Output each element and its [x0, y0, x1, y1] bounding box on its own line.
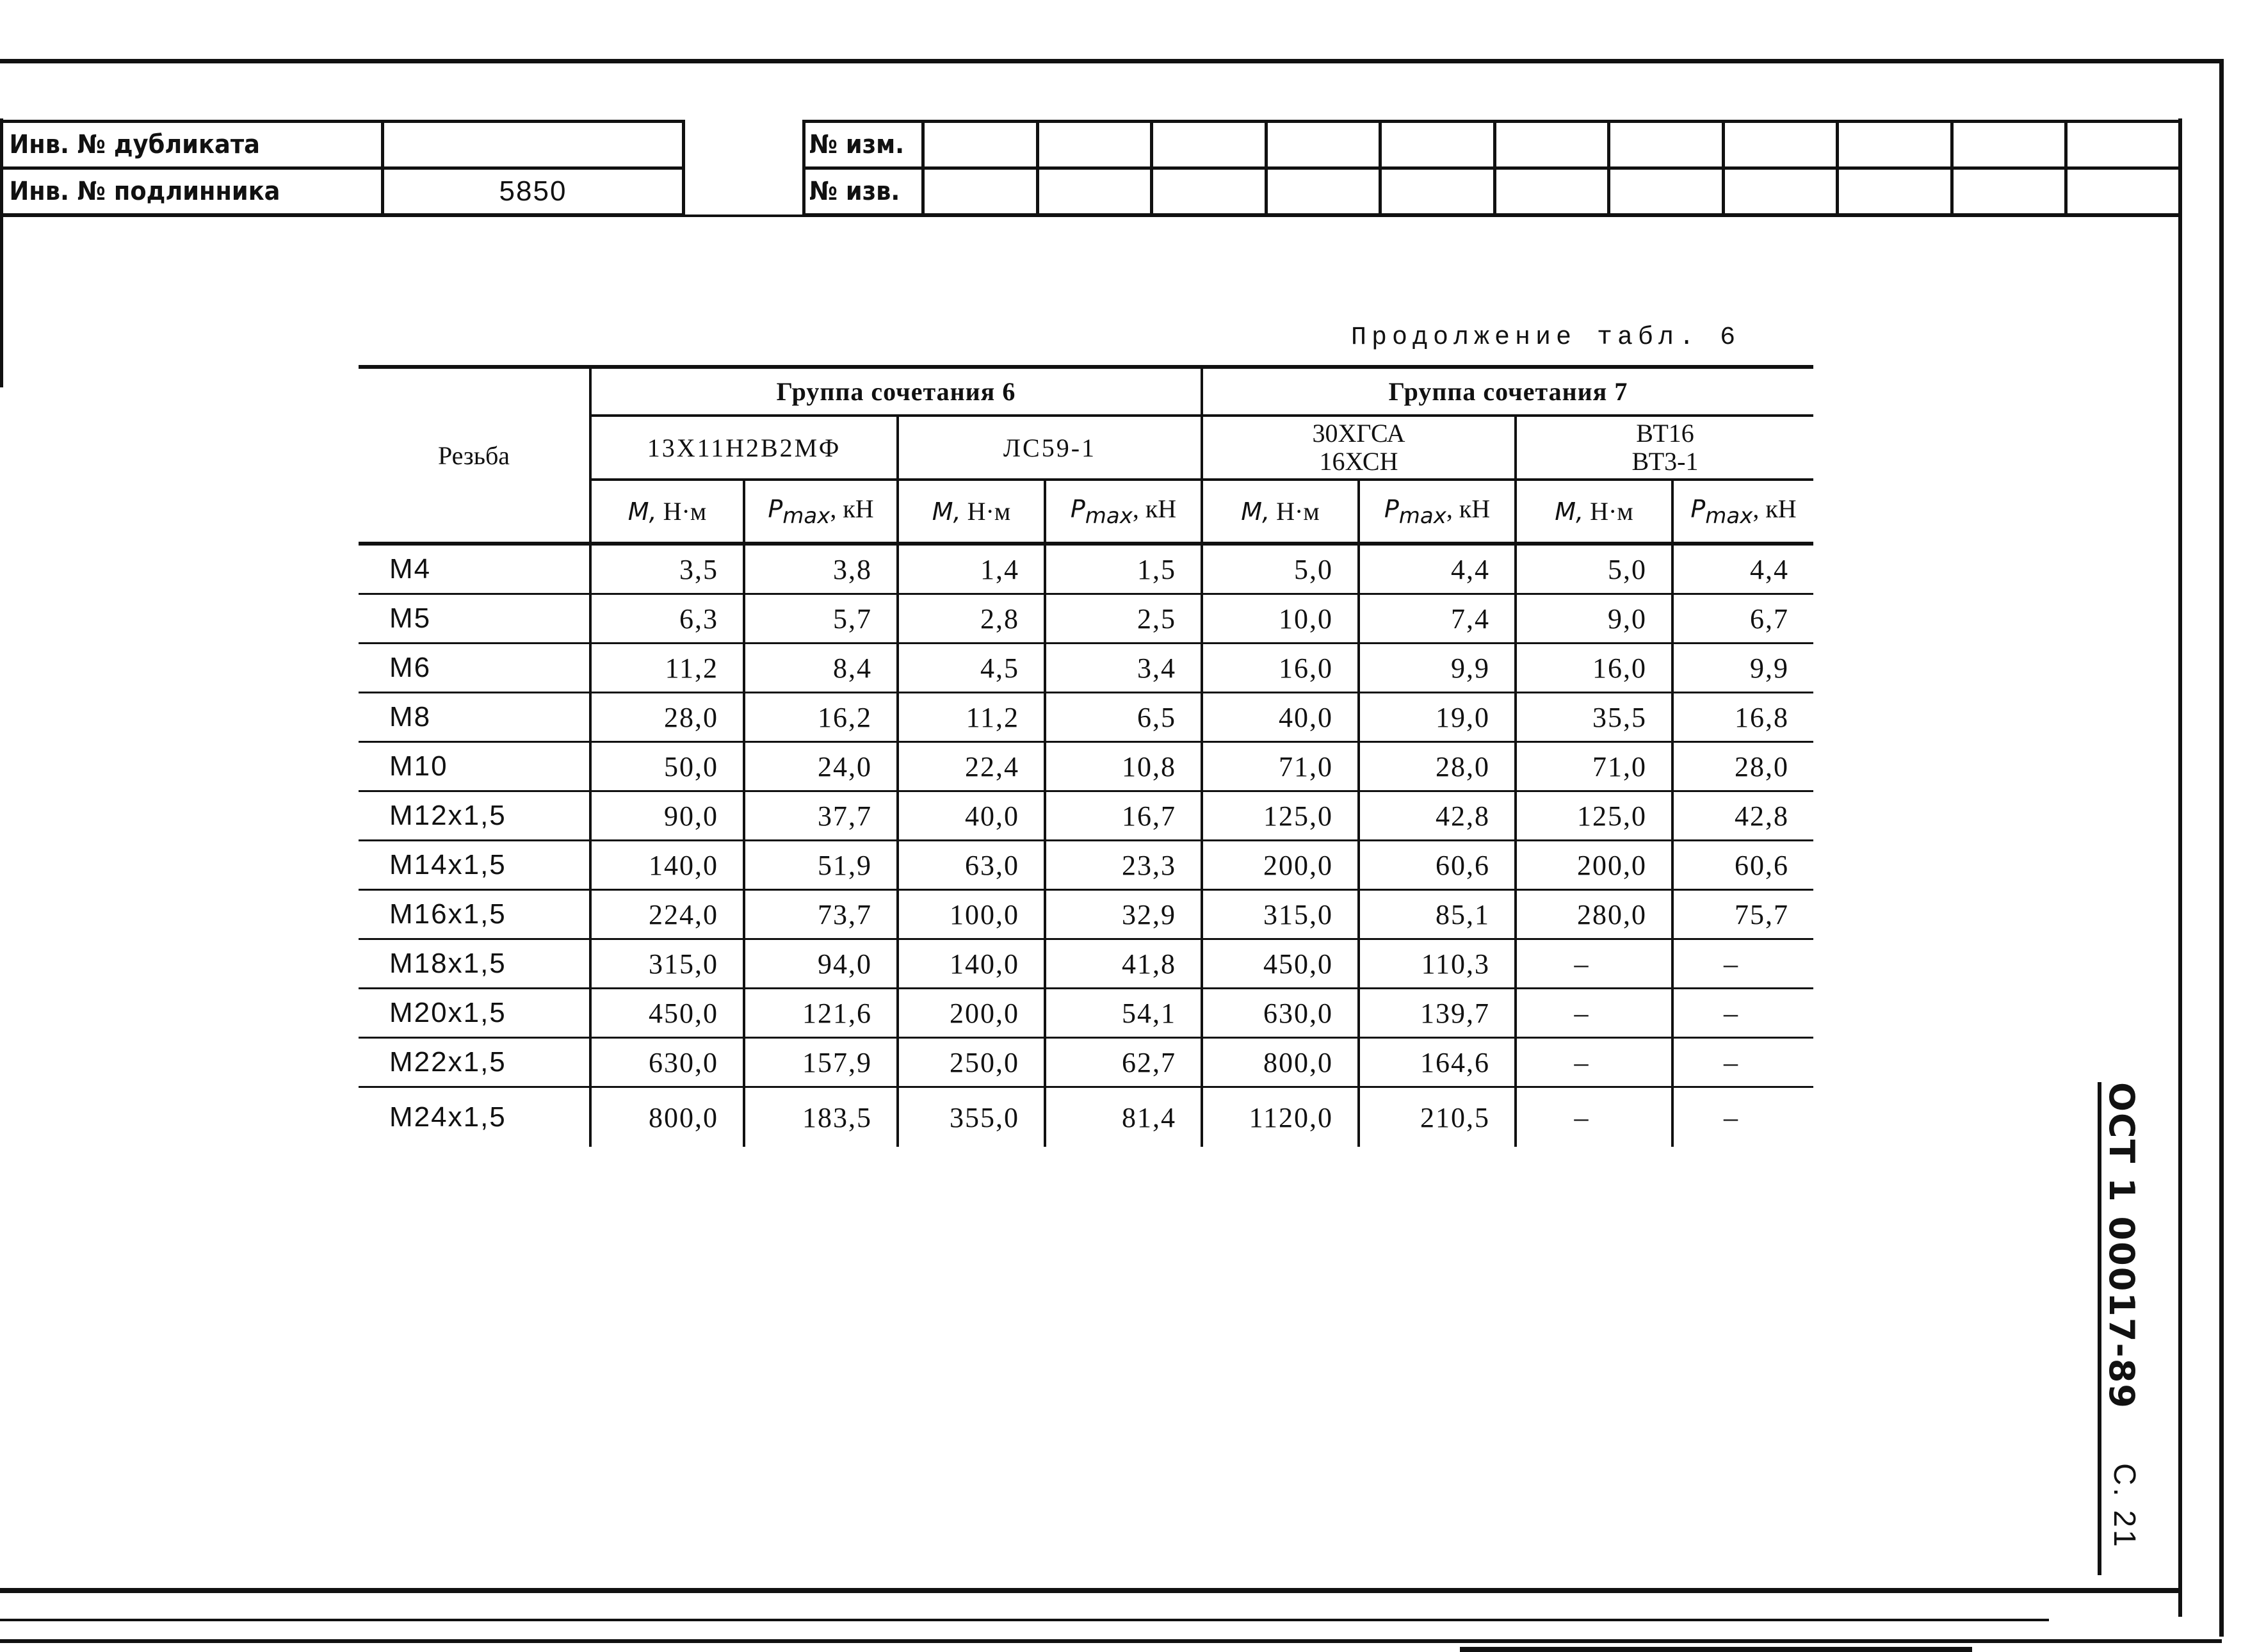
header-thread: Резьба	[359, 367, 590, 544]
change-cell	[2066, 122, 2181, 168]
value-cell: 355,0	[898, 1087, 1045, 1147]
value-cell: 800,0	[590, 1087, 744, 1147]
value-cell: –	[1672, 989, 1813, 1038]
notice-cell	[923, 168, 1038, 215]
table-row	[359, 1087, 1813, 1147]
table-row	[359, 989, 1813, 1038]
force-subscript: max	[1085, 503, 1133, 529]
frame-bottom-inner-line	[0, 1588, 2182, 1593]
header-material-4	[1516, 416, 1813, 480]
value-cell: 139,7	[1359, 989, 1516, 1038]
value-cell: 200,0	[1516, 841, 1672, 890]
header-material-1	[590, 416, 898, 480]
value-cell: 7,4	[1359, 594, 1516, 644]
table-row	[359, 841, 1813, 890]
value-cell: 35,5	[1516, 693, 1672, 742]
notice-cell	[1609, 168, 1724, 215]
value-cell: 16,8	[1672, 693, 1813, 742]
force-unit: кН	[1765, 494, 1797, 523]
header-group6: Группа сочетания 6	[590, 367, 1202, 416]
value-cell: 6,3	[590, 594, 744, 644]
thread-size-cell: М20х1,5	[359, 989, 590, 1038]
value-cell: 23,3	[1045, 841, 1202, 890]
frame-right-outer-line	[2219, 59, 2224, 1637]
unit-header-force: $P_{max}$, кН	[1045, 480, 1202, 544]
value-cell: –	[1516, 1038, 1672, 1087]
value-cell: 22,4	[898, 742, 1045, 791]
value-cell: 10,0	[1202, 594, 1359, 644]
value-cell: –	[1516, 939, 1672, 989]
table-row	[359, 594, 1813, 644]
notice-cell	[1266, 168, 1380, 215]
material-4b-name: ВТ3-1	[1631, 447, 1699, 476]
frame-bottom-outer-line	[0, 1639, 2222, 1643]
unit-header-force: $P_{max}$, кН	[1359, 480, 1516, 544]
value-cell: 85,1	[1359, 890, 1516, 939]
force-symbol: P	[1070, 495, 1085, 523]
thread-size-cell: М10	[359, 742, 590, 791]
force-symbol: P	[1690, 495, 1706, 523]
value-cell: 280,0	[1516, 890, 1672, 939]
torque-symbol: M,	[1555, 498, 1584, 526]
value-cell: 125,0	[1202, 791, 1359, 841]
table-caption: Продолжение табл. 6	[1351, 323, 1741, 352]
value-cell: 19,0	[1359, 693, 1516, 742]
value-cell: 9,9	[1359, 644, 1516, 693]
unit-header-torque	[590, 480, 744, 544]
value-cell: 450,0	[1202, 939, 1359, 989]
stamp-inventory	[0, 120, 685, 216]
value-cell: 42,8	[1359, 791, 1516, 841]
value-cell: –	[1672, 1038, 1813, 1087]
notice-cell	[1952, 168, 2066, 215]
force-subscript: max	[782, 503, 830, 529]
value-cell: 62,7	[1045, 1038, 1202, 1087]
torque-symbol: M,	[627, 498, 657, 526]
value-cell: 2,8	[898, 594, 1045, 644]
change-cell	[1838, 122, 1952, 168]
thread-size-cell: М18х1,5	[359, 939, 590, 989]
stamp-label-original: Инв. № подлинника	[2, 168, 352, 215]
table-row	[359, 890, 1813, 939]
frame-right-inner-line	[2178, 118, 2182, 1617]
thread-size-cell: М6	[359, 644, 590, 693]
value-cell: –	[1672, 939, 1813, 989]
notice-cell	[2066, 168, 2181, 215]
value-cell: 73,7	[744, 890, 898, 939]
value-cell: 3,5	[590, 544, 744, 594]
value-cell: 630,0	[1202, 989, 1359, 1038]
value-cell: 71,0	[1516, 742, 1672, 791]
force-subscript: max	[1705, 503, 1753, 529]
value-cell: 157,9	[744, 1038, 898, 1087]
force-symbol: P	[768, 495, 783, 523]
value-cell: 3,4	[1045, 644, 1202, 693]
value-cell: 16,0	[1516, 644, 1672, 693]
torque-unit: Н·м	[1276, 497, 1320, 526]
force-subscript: max	[1398, 503, 1446, 529]
header-material-2	[898, 416, 1202, 480]
value-cell: 183,5	[744, 1087, 898, 1147]
value-cell: 164,6	[1359, 1038, 1516, 1087]
value-cell: 5,0	[1202, 544, 1359, 594]
change-cell	[1152, 122, 1267, 168]
force-unit: кН	[1145, 494, 1177, 523]
value-cell: 4,5	[898, 644, 1045, 693]
notice-cell	[1838, 168, 1952, 215]
unit-header-torque	[1202, 480, 1359, 544]
value-cell: 11,2	[590, 644, 744, 693]
value-cell: 32,9	[1045, 890, 1202, 939]
value-cell: 60,6	[1359, 841, 1516, 890]
change-cell	[1723, 122, 1838, 168]
value-cell: 94,0	[744, 939, 898, 989]
value-cell: 9,0	[1516, 594, 1672, 644]
value-cell: 54,1	[1045, 989, 1202, 1038]
stamp-value-original: 5850	[383, 168, 684, 215]
change-cell	[1266, 122, 1380, 168]
value-cell: 630,0	[590, 1038, 744, 1087]
thread-size-cell: М4	[359, 544, 590, 594]
notice-cell	[1723, 168, 1838, 215]
thread-size-cell: М16х1,5	[359, 890, 590, 939]
value-cell: 3,8	[744, 544, 898, 594]
material-4a-name: ВТ16	[1636, 419, 1694, 448]
value-cell: 800,0	[1202, 1038, 1359, 1087]
table-row	[359, 791, 1813, 841]
unit-header-torque	[1516, 480, 1672, 544]
value-cell: 140,0	[590, 841, 744, 890]
value-cell: 16,7	[1045, 791, 1202, 841]
value-cell: 210,5	[1359, 1087, 1516, 1147]
value-cell: –	[1672, 1087, 1813, 1147]
value-cell: 200,0	[1202, 841, 1359, 890]
value-cell: 200,0	[898, 989, 1045, 1038]
value-cell: 1,5	[1045, 544, 1202, 594]
value-cell: 224,0	[590, 890, 744, 939]
thread-size-cell: М24х1,5	[389, 1101, 506, 1133]
value-cell: 9,9	[1672, 644, 1813, 693]
notice-cell	[1037, 168, 1152, 215]
document-code: ОСТ 1 00017-89	[2101, 1082, 2142, 1409]
value-cell: 10,8	[1045, 742, 1202, 791]
value-cell: 5,7	[744, 594, 898, 644]
torque-unit: Н·м	[967, 497, 1011, 526]
torque-unit: Н·м	[1590, 497, 1633, 526]
stamp-changes	[802, 120, 2182, 216]
value-cell: 24,0	[744, 742, 898, 791]
value-cell: 4,4	[1359, 544, 1516, 594]
torque-symbol: M,	[1241, 498, 1270, 526]
change-cell	[1952, 122, 2066, 168]
value-cell: 6,7	[1672, 594, 1813, 644]
stamp-label-change: № изм.	[804, 122, 914, 168]
stamp-label-duplicate: Инв. № дубликата	[2, 122, 352, 168]
value-cell: 315,0	[590, 939, 744, 989]
thread-size-cell: М14х1,5	[359, 841, 590, 890]
value-cell: 140,0	[898, 939, 1045, 989]
value-cell: 16,2	[744, 693, 898, 742]
torque-symbol: M,	[932, 498, 961, 526]
value-cell: 51,9	[744, 841, 898, 890]
stamp-value-duplicate	[383, 122, 684, 168]
value-cell: 71,0	[1202, 742, 1359, 791]
value-cell: 1,4	[898, 544, 1045, 594]
value-cell: 6,5	[1045, 693, 1202, 742]
value-cell: 75,7	[1672, 890, 1813, 939]
value-cell: 81,4	[1045, 1087, 1202, 1147]
value-cell: 42,8	[1672, 791, 1813, 841]
thread-size-cell: М8	[359, 693, 590, 742]
page-number: С. 21	[2107, 1463, 2141, 1550]
value-cell: 40,0	[1202, 693, 1359, 742]
table-row	[359, 1038, 1813, 1087]
material-2-name: ЛС59-1	[1003, 433, 1097, 462]
header-material-3	[1202, 416, 1516, 480]
frame-bottom-long-line	[0, 1619, 2049, 1621]
value-cell: 40,0	[898, 791, 1045, 841]
thread-size-cell: М12х1,5	[359, 791, 590, 841]
value-cell: 37,7	[744, 791, 898, 841]
frame-bottom-right-thick	[1460, 1647, 1972, 1652]
table-row	[359, 742, 1813, 791]
thread-size-cell: М22х1,5	[359, 1038, 590, 1087]
value-cell: 50,0	[590, 742, 744, 791]
stamp-label-notice: № изв.	[804, 168, 914, 215]
material-3b-name: 16ХСН	[1319, 447, 1398, 476]
value-cell: 28,0	[590, 693, 744, 742]
value-cell: –	[1516, 989, 1672, 1038]
value-cell: 90,0	[590, 791, 744, 841]
unit-header-force: $P_{max}$, кН	[1672, 480, 1813, 544]
force-unit: кН	[843, 494, 874, 523]
frame-top-line	[0, 59, 2222, 63]
notice-cell	[1152, 168, 1267, 215]
torque-table	[359, 365, 1813, 1147]
value-cell: 28,0	[1359, 742, 1516, 791]
material-1-name: 13Х11Н2В2МФ	[647, 433, 841, 462]
table-row	[359, 939, 1813, 989]
unit-header-torque	[898, 480, 1045, 544]
value-cell: 63,0	[898, 841, 1045, 890]
change-cell	[1609, 122, 1724, 168]
value-cell: 11,2	[898, 693, 1045, 742]
notice-cell	[1494, 168, 1609, 215]
value-cell: 41,8	[1045, 939, 1202, 989]
table-row	[359, 644, 1813, 693]
value-cell: 60,6	[1672, 841, 1813, 890]
value-cell: 5,0	[1516, 544, 1672, 594]
table-row	[359, 693, 1813, 742]
change-cell	[1037, 122, 1152, 168]
value-cell: 315,0	[1202, 890, 1359, 939]
value-cell: 2,5	[1045, 594, 1202, 644]
value-cell: 28,0	[1672, 742, 1813, 791]
change-cell	[1494, 122, 1609, 168]
material-3a-name: 30ХГСА	[1312, 419, 1405, 448]
force-unit: кН	[1459, 494, 1491, 523]
document-code-underline	[2098, 1082, 2101, 1575]
value-cell: 100,0	[898, 890, 1045, 939]
header-group7: Группа сочетания 7	[1202, 367, 1813, 416]
value-cell: 8,4	[744, 644, 898, 693]
torque-unit: Н·м	[663, 497, 707, 526]
value-cell: –	[1516, 1087, 1672, 1147]
value-cell: 16,0	[1202, 644, 1359, 693]
unit-header-force: $P_{max}$, кН	[744, 480, 898, 544]
change-cell	[923, 122, 1038, 168]
value-cell: 450,0	[590, 989, 744, 1038]
table-row	[359, 544, 1813, 594]
value-cell: 125,0	[1516, 791, 1672, 841]
value-cell: 121,6	[744, 989, 898, 1038]
value-cell: 1120,0	[1202, 1087, 1359, 1147]
change-cell	[1380, 122, 1495, 168]
thread-size-cell: М5	[359, 594, 590, 644]
value-cell: 110,3	[1359, 939, 1516, 989]
force-symbol: P	[1384, 495, 1399, 523]
notice-cell	[1380, 168, 1495, 215]
value-cell: 4,4	[1672, 544, 1813, 594]
value-cell: 250,0	[898, 1038, 1045, 1087]
